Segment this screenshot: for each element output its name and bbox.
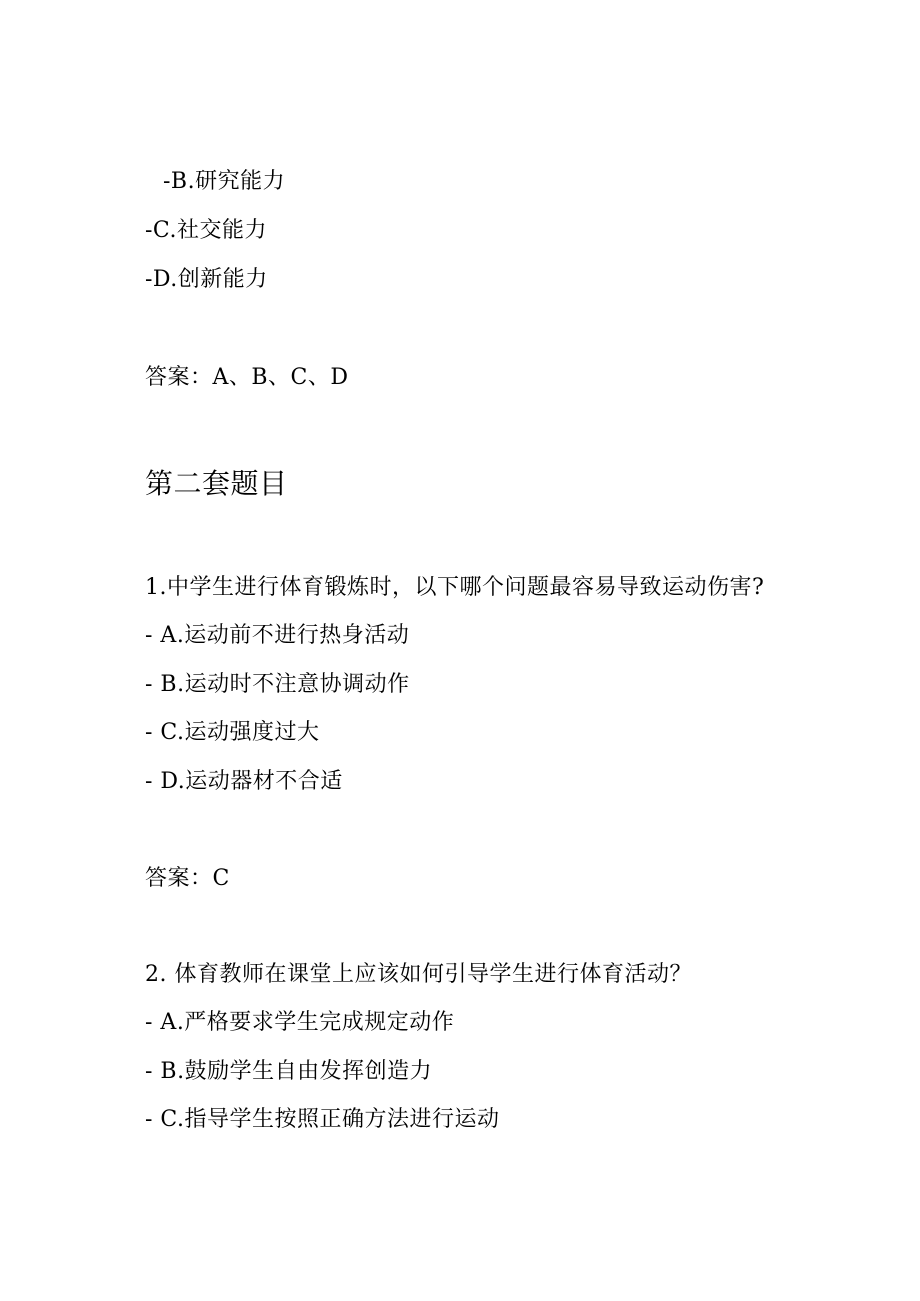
section-heading: 第二套题目 <box>145 467 288 500</box>
option-c-social: -C.社交能力 <box>145 218 267 243</box>
option-d-innovation: -D.创新能力 <box>145 267 268 292</box>
question-1-text: 1.中学生进行体育锻炼时，以下哪个问题最容易导致运动伤害? <box>145 575 765 600</box>
question-2-text: 2. 体育教师在课堂上应该如何引导学生进行体育活动？ <box>145 962 692 987</box>
question-1-option-b: - B.运动时不注意协调动作 <box>145 672 410 697</box>
answer-line: 答案：A、B、C、D <box>145 365 349 390</box>
question-1-answer: 答案：C <box>145 866 230 891</box>
question-1-option-a: - A.运动前不进行热身活动 <box>145 623 410 648</box>
option-b-research: -B.研究能力 <box>163 169 286 194</box>
question-2-option-b: - B.鼓励学生自由发挥创造力 <box>145 1059 433 1084</box>
question-2-option-c: - C.指导学生按照正确方法进行运动 <box>145 1107 500 1132</box>
question-1-option-d: - D.运动器材不合适 <box>145 769 343 794</box>
question-1-option-c: - C.运动强度过大 <box>145 720 320 745</box>
question-2-option-a: - A.严格要求学生完成规定动作 <box>145 1010 455 1035</box>
